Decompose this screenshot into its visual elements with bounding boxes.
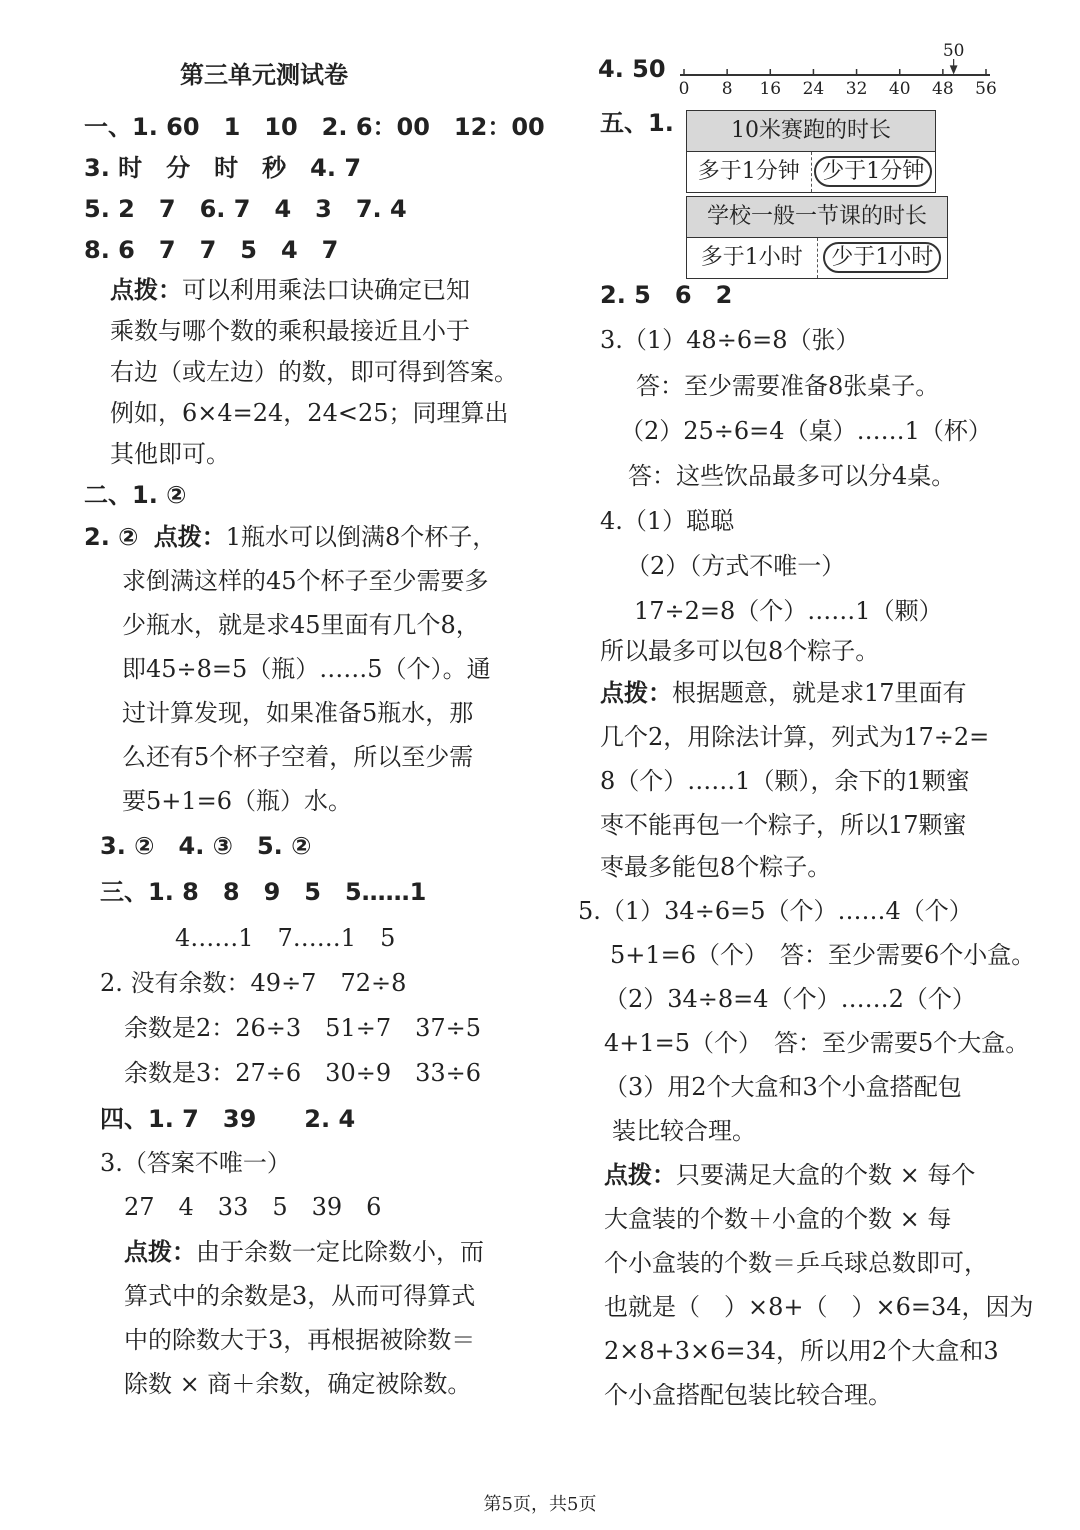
hint-line — [600, 678, 967, 708]
hint-line: 也就是（ ）×8+（ ）×6=34，因为 — [604, 1293, 1034, 1321]
answer-line: 2. 5 6 2 — [600, 281, 733, 309]
answer-line: 3.（1）48÷6=8（张） — [600, 326, 860, 354]
answer-line: （2）34÷8=4（个）……2（个） — [604, 985, 976, 1013]
number-line-tick-label: 56 — [975, 79, 997, 99]
answer-line: 4……1 7……1 5 — [175, 924, 396, 952]
hint-line: 枣最多能包8个粽子。 — [600, 853, 832, 881]
answer-line: 3. 时 分 时 秒 4. 7 — [84, 154, 362, 182]
hint-text: 只要满足大盒的个数 × 每个 — [676, 1161, 976, 1189]
hint-line: 大盒装的个数＋小盒的个数 × 每 — [604, 1205, 952, 1233]
answer-line: 5. 2 7 6. 7 4 3 7. 4 — [84, 195, 407, 223]
hint-line: 8（个）……1（颗），余下的1颗蜜 — [600, 767, 970, 795]
answer-line: 四、1. 7 39 2. 4 — [100, 1105, 356, 1133]
table-class-duration — [686, 196, 948, 279]
answer-line: 3.（答案不唯一） — [100, 1149, 291, 1177]
hint-line — [604, 1160, 975, 1190]
table-row — [687, 238, 947, 278]
number-line-tick-label: 0 — [678, 79, 690, 99]
hint-label: 点拨： — [153, 523, 226, 551]
answer-line: 5.（1）34÷6=5（个）……4（个） — [578, 897, 973, 925]
table-run-duration — [686, 110, 936, 193]
answer-line: （2）（方式不唯一） — [626, 552, 846, 580]
hint-line: 几个2，用除法计算，列式为17÷2= — [600, 723, 990, 751]
answer-line: （2）25÷6=4（桌）……1（杯） — [620, 417, 992, 445]
answer-line: （3）用2个大盒和3个小盒搭配包 — [604, 1073, 962, 1101]
table-cell: 多于1分钟 — [687, 152, 812, 192]
answer-line: 2. 没有余数：49÷7 72÷8 — [100, 969, 407, 997]
answer-line — [84, 522, 496, 552]
hint-line: 个小盒装的个数＝乒乓球总数即可， — [604, 1249, 988, 1277]
answer-line: 余数是3：27÷6 30÷9 33÷6 — [124, 1059, 482, 1087]
table-cell: 多于1小时 — [687, 238, 818, 278]
number-line-tick-label: 48 — [932, 79, 954, 99]
hint-line: 中的除数大于3，再根据被除数＝ — [124, 1326, 476, 1354]
answer-line: 3. ② 4. ③ 5. ② — [100, 832, 312, 860]
answer-line: 装比较合理。 — [612, 1117, 756, 1145]
page-title: 第三单元测试卷 — [180, 61, 348, 89]
hint-line — [124, 1237, 484, 1267]
hint-line: 例如，6×4=24，24<25；同理算出 — [110, 399, 509, 427]
hint-line: 除数 × 商＋余数，确定被除数。 — [124, 1370, 472, 1398]
hint-label: 点拨： — [600, 679, 672, 707]
circled-answer: 少于1小时 — [823, 242, 941, 273]
answer-line: 17÷2=8（个）……1（颗） — [634, 597, 943, 625]
hint-line: 么还有5个杯子空着，所以至少需 — [122, 743, 474, 771]
hint-line: 个小盒搭配包装比较合理。 — [604, 1381, 892, 1409]
hint-line: 即45÷8=5（瓶）……5（个）。通 — [122, 655, 491, 683]
answer-line: 答：至少需要准备8张桌子。 — [636, 372, 940, 400]
answer-line: 5+1=6（个） 答：至少需要6个小盒。 — [610, 941, 1036, 969]
answer-line: 所以最多可以包8个粽子。 — [600, 637, 880, 665]
hint-line: 2×8+3×6=34，所以用2个大盒和3 — [604, 1337, 999, 1365]
table-header: 学校一般一节课的时长 — [687, 197, 947, 238]
hint-line: 少瓶水，就是求45里面有几个8， — [122, 611, 480, 639]
numberline-answer: 4. 50 — [598, 55, 666, 83]
number-line-tick-label: 24 — [802, 79, 825, 99]
answer-line: 4+1=5（个） 答：至少需要5个大盒。 — [604, 1029, 1030, 1057]
table-row — [687, 152, 935, 192]
hint-text: 由于余数一定比除数小，而 — [196, 1238, 484, 1266]
table-cell-circled — [818, 238, 948, 278]
number-line-marker-label: 50 — [942, 42, 965, 61]
number-line-tick-label: 16 — [759, 79, 782, 99]
hint-text: 1瓶水可以倒满8个杯子， — [225, 523, 497, 551]
page-footer: 第5页，共5页 — [483, 1494, 597, 1515]
hint-label: 点拨： — [110, 276, 182, 304]
answer-line: 二、1. ② — [84, 481, 187, 509]
answer-line: 余数是2：26÷3 51÷7 37÷5 — [124, 1014, 482, 1042]
section-five-label: 五、1. — [600, 109, 674, 137]
hint-line: 算式中的余数是3，从而可得算式 — [124, 1282, 476, 1310]
hint-line: 其他即可。 — [110, 440, 230, 468]
number-line-tick-label: 32 — [845, 79, 868, 99]
circled-answer: 少于1分钟 — [814, 156, 932, 187]
hint-line — [110, 275, 470, 305]
answer-line: 三、1. 8 8 9 5 5……1 — [100, 878, 427, 906]
hint-text: 可以利用乘法口诀确定已知 — [182, 276, 470, 304]
hint-line: 乘数与哪个数的乘积最接近且小于 — [110, 317, 470, 345]
hint-line: 枣不能再包一个粽子，所以17颗蜜 — [600, 811, 967, 839]
hint-line: 求倒满这样的45个杯子至少需要多 — [122, 567, 489, 595]
answer-num: 2. ② — [84, 523, 139, 551]
table-header: 10米赛跑的时长 — [687, 111, 935, 152]
answer-line: 8. 6 7 7 5 4 7 — [84, 236, 339, 264]
hint-line: 要5+1=6（瓶）水。 — [122, 787, 353, 815]
answer-line: 4.（1）聪聪 — [600, 507, 735, 535]
number-line — [670, 42, 1000, 102]
number-line-tick-label: 8 — [721, 79, 733, 99]
hint-text: 根据题意，就是求17里面有 — [672, 679, 967, 707]
hint-label: 点拨： — [604, 1161, 676, 1189]
hint-line: 过计算发现，如果准备5瓶水，那 — [122, 699, 474, 727]
answer-line: 一、1. 60 1 10 2. 6：00 12：00 — [84, 113, 545, 141]
answer-line: 答：这些饮品最多可以分4桌。 — [628, 462, 956, 490]
number-line-tick-label: 40 — [888, 79, 911, 99]
answer-line: 27 4 33 5 39 6 — [124, 1193, 382, 1221]
hint-line: 右边（或左边）的数，即可得到答案。 — [110, 358, 518, 386]
hint-label: 点拨： — [124, 1238, 196, 1266]
number-line-marker-arrow — [951, 59, 957, 73]
table-cell-circled — [812, 152, 936, 192]
